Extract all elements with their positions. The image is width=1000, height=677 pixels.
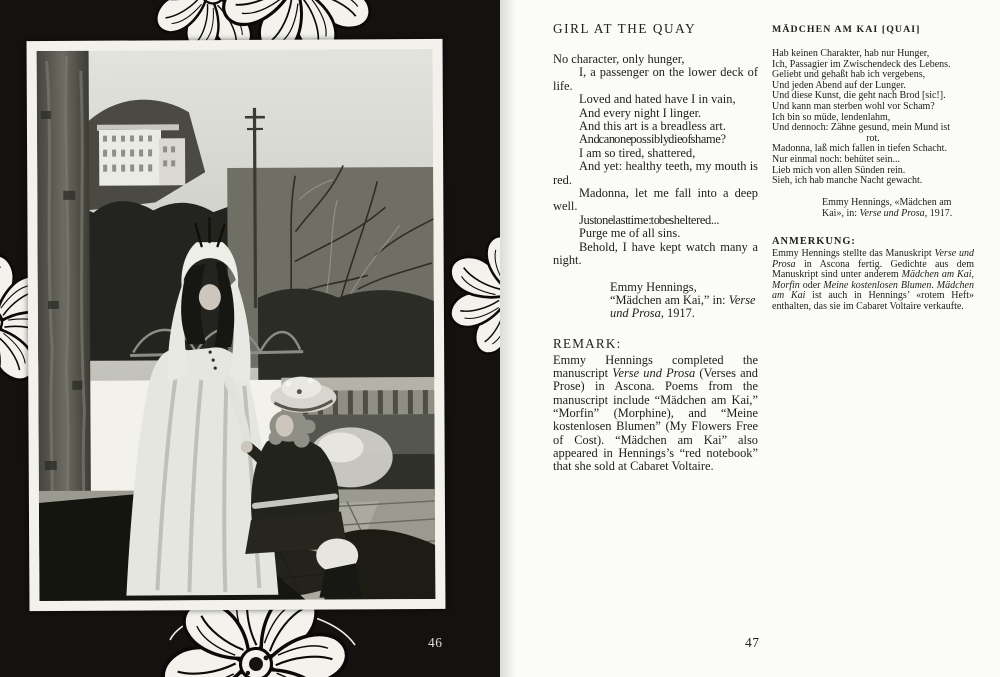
italic-text: Mädchen am Kai xyxy=(772,279,974,302)
text-segment: Emmy Hennings, «Mädchen am Kai», in: xyxy=(822,196,952,219)
poem-line: rot. xyxy=(866,132,880,144)
poem-line: Und diese Kunst, die geht nach Brod [sic!]. xyxy=(772,90,946,102)
attribution-source xyxy=(610,294,758,321)
poem-line: Just one last time: to be sheltered... xyxy=(579,212,720,227)
english-column xyxy=(553,0,758,473)
lower-tree-mass xyxy=(258,288,434,380)
text-segment: , xyxy=(971,269,974,281)
italic-text: Verse und Prosa xyxy=(859,207,925,219)
poem-line: Ich, Passagier im Zwischendeck des Lebens. xyxy=(772,58,951,70)
photo-scene xyxy=(37,49,436,601)
anmerkung-text xyxy=(772,249,974,312)
poem-line: Madonna, laß mich fallen in tiefen Schacht. xyxy=(772,143,947,155)
anmerkung-heading: ANMERKUNG: xyxy=(772,236,856,248)
german-column xyxy=(772,0,974,312)
poem-line: Und dennoch: Zähne gesund, mein Mund ist xyxy=(772,122,951,134)
poem-line: Hab keinen Charakter, hab nur Hunger, xyxy=(772,48,930,59)
poem-line: And every night I linger. xyxy=(579,105,702,120)
page-number-right: 47 xyxy=(745,635,760,650)
italic-text: Mädchen am Kai xyxy=(901,269,972,281)
german-poem xyxy=(772,49,974,187)
text-segment: , 1917. xyxy=(924,207,953,219)
poem-line: Und kann man sterben wohl vor Scham? xyxy=(772,100,935,112)
stone-column xyxy=(37,51,92,556)
remark-text xyxy=(553,354,758,474)
italic-text: Meine kostenlosen Blumen xyxy=(823,279,932,291)
poem-line: No character, only hunger, xyxy=(553,52,685,66)
poem-line: Ich bin so müde, lendenlahm, xyxy=(772,111,891,123)
poem-line: And yet: healthy teeth, my mouth is red. xyxy=(553,159,758,187)
german-heading: MÄDCHEN AM KAI [QUAI] xyxy=(772,24,921,35)
right-page xyxy=(500,0,1000,677)
attribution-name: Emmy Hennings, xyxy=(610,279,697,294)
poem-line: I am so tired, shattered, xyxy=(579,145,696,160)
photograph xyxy=(27,39,446,611)
german-attribution xyxy=(822,198,972,220)
poem-line: I, a passenger on the lower deck of life. xyxy=(553,65,758,93)
poem-line: And this art is a breadless art. xyxy=(579,119,726,134)
text-segment: , 1917. xyxy=(660,306,695,321)
poem-line: Behold, I have kept watch many a night. xyxy=(553,239,758,268)
english-heading: GIRL AT THE QUAY xyxy=(553,21,697,36)
text-segment: in Ascona fertig. Gedichte aus dem Manuskript sind unter anderem xyxy=(772,258,974,281)
italic-text: Verse und Prosa xyxy=(772,248,974,270)
page-number-left: 46 xyxy=(428,635,443,650)
english-attribution xyxy=(610,281,758,321)
poem-line: And can one possibly die of shame? xyxy=(579,132,726,147)
italic-text: Verse und Prosa xyxy=(610,292,756,321)
poem-line: Loved and hated have I in vain, xyxy=(579,92,736,107)
italic-text: Morfin xyxy=(772,279,800,291)
poem-line: Und jeden Abend auf der Lunger. xyxy=(772,79,906,91)
poem-line: Geliebt und gehaßt hab ich vergebens, xyxy=(772,69,926,81)
text-segment: Emmy Hennings stellte das Manuskript xyxy=(772,248,935,260)
text-segment: “Mädchen am Kai,” in: xyxy=(610,292,729,307)
text-segment: ist auch in Hennings’ «rotem Heft» enthalten, das sie im Cabaret Voltaire verkaufte. xyxy=(772,290,974,312)
poem-line: Sieh, ich hab manche Nacht gewacht. xyxy=(772,175,923,187)
remark-heading: REMARK: xyxy=(553,335,622,351)
text-segment: (Verses and Prose) in Ascona. Poems from the manuscript include “Mädchen am Kai,” “Morfin” (Morphine), and “Meine kostenlosen Blumen” (My Flowers Free of Cost). “Mädchen am Kai” also appeared in Hennings’s “red notebook” that she sold at Cabaret Voltaire. xyxy=(553,366,758,474)
italic-text: Verse und Prosa xyxy=(612,366,696,381)
english-poem xyxy=(553,53,758,268)
poem-line: Madonna, let me fall into a deep well. xyxy=(553,186,758,214)
poem-line: Lieb mich von allen Sünden rein. xyxy=(772,164,906,176)
text-segment: Emmy Hennings completed the manuscript xyxy=(553,352,758,381)
text-segment: oder xyxy=(799,279,824,291)
poem-line: Purge me of all sins. xyxy=(579,226,681,241)
poem-line: Nur einmal noch: behütet sein... xyxy=(772,153,901,165)
text-segment: . xyxy=(931,279,937,291)
